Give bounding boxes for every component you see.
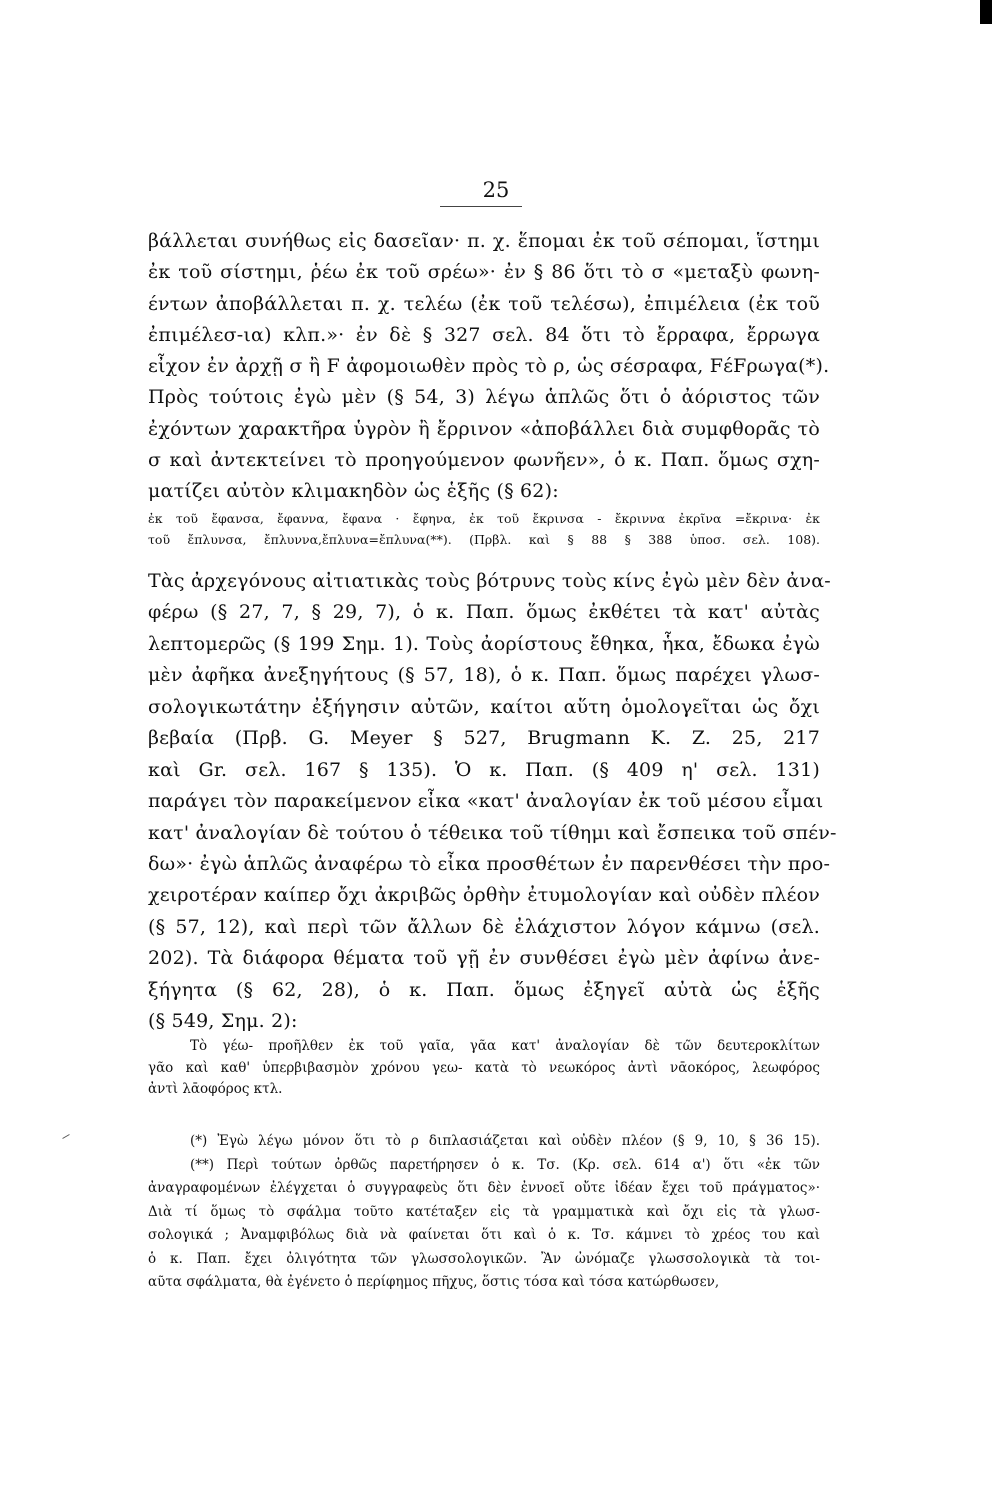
- text-line: δω»· ἐγὼ ἁπλῶς ἀναφέρω τὸ εἶκα προσθέτων ἐν παρενθέσει τὴν προ-: [148, 852, 831, 875]
- quoted-note: [148, 1036, 820, 1101]
- text-line: 202). Τὰ διάφορα θέματα τοῦ γῇ ἐν συνθέσει ἐγὼ μὲν ἀφίνω ἀνε-: [148, 947, 820, 970]
- example-line: τοῦ ἔπλυνσα, ἔπλυννα,ἔπλυνα=ἔπλυνα(**). (Πρβλ. καὶ § 88 § 388 ὑποσ. σελ. 108).: [148, 532, 820, 547]
- text-line: σ καὶ ἀντεκτείνει τὸ προηγούμενον φωνῆεν», ὁ κ. Παπ. ὅμως σχη-: [148, 449, 820, 472]
- note-line: ἀντὶ λᾱοφόρος κτλ.: [148, 1081, 283, 1097]
- second-paragraph: [148, 566, 837, 1038]
- footnotes: [148, 1130, 820, 1295]
- text-line: ξήγητα (§ 62, 28), ὁ κ. Παπ. ὅμως ἐξηγεῖ αὐτὰ ὡς ἑξῆς: [148, 978, 820, 1001]
- text-line: βεβαία (Πρβ. G. Meyer § 527, Brugmann K. Z. 25, 217: [148, 727, 820, 750]
- text-line: Τὰς ἀρχεγόνους αἰτιατικὰς τοὺς βότρυνς τοὺς κίνς ἐγὼ μὲν δὲν ἀνα-: [148, 570, 831, 592]
- footnote-line: αῦτα σφάλματα, θὰ ἐγένετο ὁ περίφημος πῆχυς, ὅστις τόσα καὶ τόσα κατώρθωσεν,: [148, 1274, 720, 1290]
- text-line: χειροτέραν καίπερ ὄχι ἀκριβῶς ὀρθὴν ἐτυμολογίαν καὶ οὐδὲν πλέον: [148, 884, 820, 907]
- text-line: βάλλεται συνήθως εἰς δασεῖαν· π. χ. ἕπομαι ἐκ τοῦ σέπομαι, ἵστημι: [148, 230, 820, 252]
- footnote-line: σολογικά ; Ἀναμφιβόλως διὰ νὰ φαίνεται ὅτι καὶ ὁ κ. Τσ. κάμνει τὸ χρέος του καὶ: [148, 1227, 820, 1243]
- scan-border-mark: [980, 0, 992, 24]
- text-line: (§ 549, Σημ. 2):: [148, 1010, 298, 1033]
- text-line: ἐχόντων χαρακτῆρα ὑγρὸν ἢ ἔρρινον «ἀποβάλλει διὰ συμφθορᾶς τὸ: [148, 417, 820, 440]
- text-line: ματίζει αὐτὸν κλιμακηδὸν ὡς ἑξῆς (§ 62):: [148, 480, 559, 503]
- footnote-line: Διὰ τί ὅμως τὸ σφάλμα τοῦτο κατέταξεν εἰς τὰ γραμματικὰ καὶ ὄχι εἰς τὰ γλωσ-: [148, 1203, 820, 1220]
- text-line: ἐκ τοῦ σίστημι, ῥέω ἐκ τοῦ σρέω»· ἐν § 86 ὅτι τὸ σ «μεταξὺ φωνη-: [148, 261, 820, 284]
- footnote-line: (*) Ἐγὼ λέγω μόνον ὅτι τὸ ρ διπλασιάζεται καὶ οὐδὲν πλέον (§ 9, 10, § 36 15).: [190, 1133, 820, 1149]
- text-line: Πρὸς τούτοις ἐγὼ μὲν (§ 54, 3) λέγω ἁπλῶς ὅτι ὁ ἀόριστος τῶν: [148, 386, 820, 409]
- page-number: 25: [482, 178, 510, 202]
- note-line: γᾶο καὶ καθ' ὑπερβιβασμὸν χρόνου γεω- κατὰ τὸ νεωκόρος ἀντὶ νᾱοκόρος, λεωφόρος: [148, 1059, 820, 1076]
- main-paragraph: [148, 226, 830, 508]
- text-line: έντων ἀποβάλλεται π. χ. τελέω (ἐκ τοῦ τελέσω), ἐπιμέλεια (ἐκ τοῦ: [148, 292, 820, 315]
- footnote-line: ἀναγραφομένων ἐλέγχεται ὁ συγγραφεὺς ὅτι δὲν ἐννοεῖ οὔτε ἰδέαν ἔχει τοῦ πράγματος»·: [148, 1180, 820, 1196]
- footnote-line: (**) Περὶ τούτων ὀρθῶς παρετήρησεν ὁ κ. Τσ. (Κρ. σελ. 614 α') ὅτι «ἐκ τῶν: [190, 1156, 820, 1173]
- footnote-line: ὁ κ. Παπ. ἔχει ὀλιγότητα τῶν γλωσσολογικῶν. Ἂν ὠνόμαζε γλωσσολογικὰ τὰ τοι-: [148, 1250, 820, 1267]
- note-line: Τὸ γέω- προῆλθεν ἐκ τοῦ γαῖα, γᾶα κατ' ἀναλογίαν δὲ τῶν δευτεροκλίτων: [190, 1038, 820, 1054]
- header-rule: [440, 206, 522, 207]
- margin-mark: [62, 1134, 69, 1139]
- example-line: ἐκ τοῦ ἔφανσα, ἔφαννα, ἔφανα · ἔφηνα, ἐκ τοῦ ἔκρινσα - ἔκριννα ἐκρῖνα =ἔκρινα· ἐκ: [148, 511, 820, 526]
- example-block: [148, 508, 820, 550]
- text-line: ἐπιμέλεσ-ια) κλπ.»· ἐν δὲ § 327 σελ. 84 ὅτι τὸ ἔρραφα, ἔρρωγα: [148, 323, 820, 346]
- text-line: φέρω (§ 27, 7, § 29, 7), ὁ κ. Παπ. ὅμως ἐκθέτει τὰ κατ' αὐτὰς: [148, 601, 820, 624]
- text-line: κατ' ἀναλογίαν δὲ τούτου ὁ τέθεικα τοῦ τίθημι καὶ ἔσπεικα τοῦ σπέν-: [148, 821, 837, 844]
- text-line: (§ 57, 12), καὶ περὶ τῶν ἄλλων δὲ ἐλάχιστον λόγον κάμνω (σελ.: [148, 915, 820, 938]
- text-line: καὶ Gr. σελ. 167 § 135). Ὁ κ. Παπ. (§ 409 η' σελ. 131): [148, 758, 820, 781]
- text-line: λεπτομερῶς (§ 199 Σημ. 1). Τοὺς ἀορίστους ἔθηκα, ἧκα, ἔδωκα ἐγὼ: [148, 632, 820, 655]
- text-line: εἶχον ἐν ἀρχῇ σ ἢ F ἀφομοιωθὲν πρὸς τὸ ρ, ὡς σέσραφα, FέFρωγα(*).: [148, 355, 830, 378]
- text-line: μὲν ἀφῆκα ἀνεξηγήτους (§ 57, 18), ὁ κ. Παπ. ὅμως παρέχει γλωσ-: [148, 664, 820, 687]
- text-line: σολογικωτάτην ἐξήγησιν αὐτῶν, καίτοι αὕτη ὁμολογεῖται ὡς ὄχι: [148, 695, 820, 718]
- text-line: παράγει τὸν παρακείμενον εἶκα «κατ' ἀναλογίαν ἐκ τοῦ μέσου εἶμαι: [148, 790, 824, 813]
